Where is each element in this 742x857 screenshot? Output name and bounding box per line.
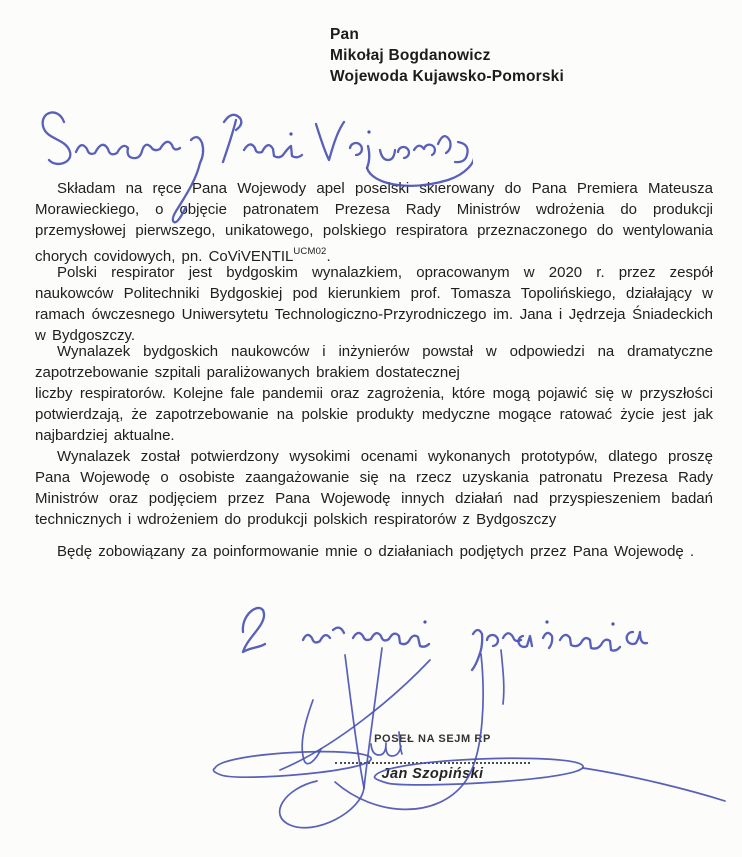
handwritten-closing-and-signature: [185, 592, 735, 852]
paragraph-3-part-a: Wynalazek bydgoskich naukowców i inżynierów powstał w odpowiedzi na dramatyczne zapotrzebowanie szpitali paraliżowanych brakiem dostatecznej: [35, 343, 713, 381]
recipient-salutation: Pan: [330, 26, 360, 43]
paragraph-1-text: Składam na ręce Pana Wojewody apel poselski skierowany do Pana Premiera Mateusza Morawieckiego, o objęcie patronatem Prezesa Rady Ministrów wdrożenia do produkcji przemysłowej pierwszego, unikatowego, polskiego respiratora przeznaczonego do wentylowania chorych covidowych, pn. CoViVENTIL: [35, 180, 713, 265]
dotted-line: [335, 762, 530, 764]
paragraph-5: Będę zobowiązany za poinformowanie mnie o działaniach podjętych przez Pana Wojewodę .: [57, 543, 695, 560]
paragraph-1: [35, 178, 713, 267]
signature-name: Jan Szopiński: [381, 766, 484, 782]
recipient-title: Wojewoda Kujawsko-Pomorski: [330, 68, 565, 85]
paragraph-3-part-b: liczby respiratorów. Kolejne fale pandemii oraz zagrożenia, które mogą pojawić się w przyszłości potwierdzają, że zapotrzebowanie na polskie produkty medyczne mogące ratować życie jest jak najbardziej aktualne.: [35, 385, 713, 444]
signature-block: [335, 733, 530, 782]
recipient-name: Mikołaj Bogdanowicz: [330, 47, 491, 64]
paragraph-4: Wynalazek został potwierdzony wysokimi ocenami wykonanych prototypów, dlatego proszę Pana Wojewodę o osobiste zaangażowanie się na rzecz uzyskania patronatu Prezesa Rady Ministrów oraz podjęciem przez Pana Wojewodę innych działań nad przyspieszeniem badań technicznych i wdrożeniem do produkcji polskich respiratorów z Bydgoszczy: [35, 448, 713, 528]
signature-title: POSEŁ NA SEJM RP: [374, 733, 491, 745]
paragraph-1-superscript: UCM02: [293, 246, 327, 257]
paragraph-1-period: .: [326, 248, 331, 265]
recipient-block: [330, 24, 564, 87]
paragraph-2: Polski respirator jest bydgoskim wynalazkiem, opracowanym w 2020 r. przez zespół naukowców Politechniki Bydgoskiej pod kierunkiem prof. Tomasza Topolińskiego, działający w ramach ówczesnego Uniwersytetu Technologiczno-Przyrodniczego im. Jana i Jędrzeja Śniadeckich w Bydgoszczy.: [35, 264, 713, 344]
